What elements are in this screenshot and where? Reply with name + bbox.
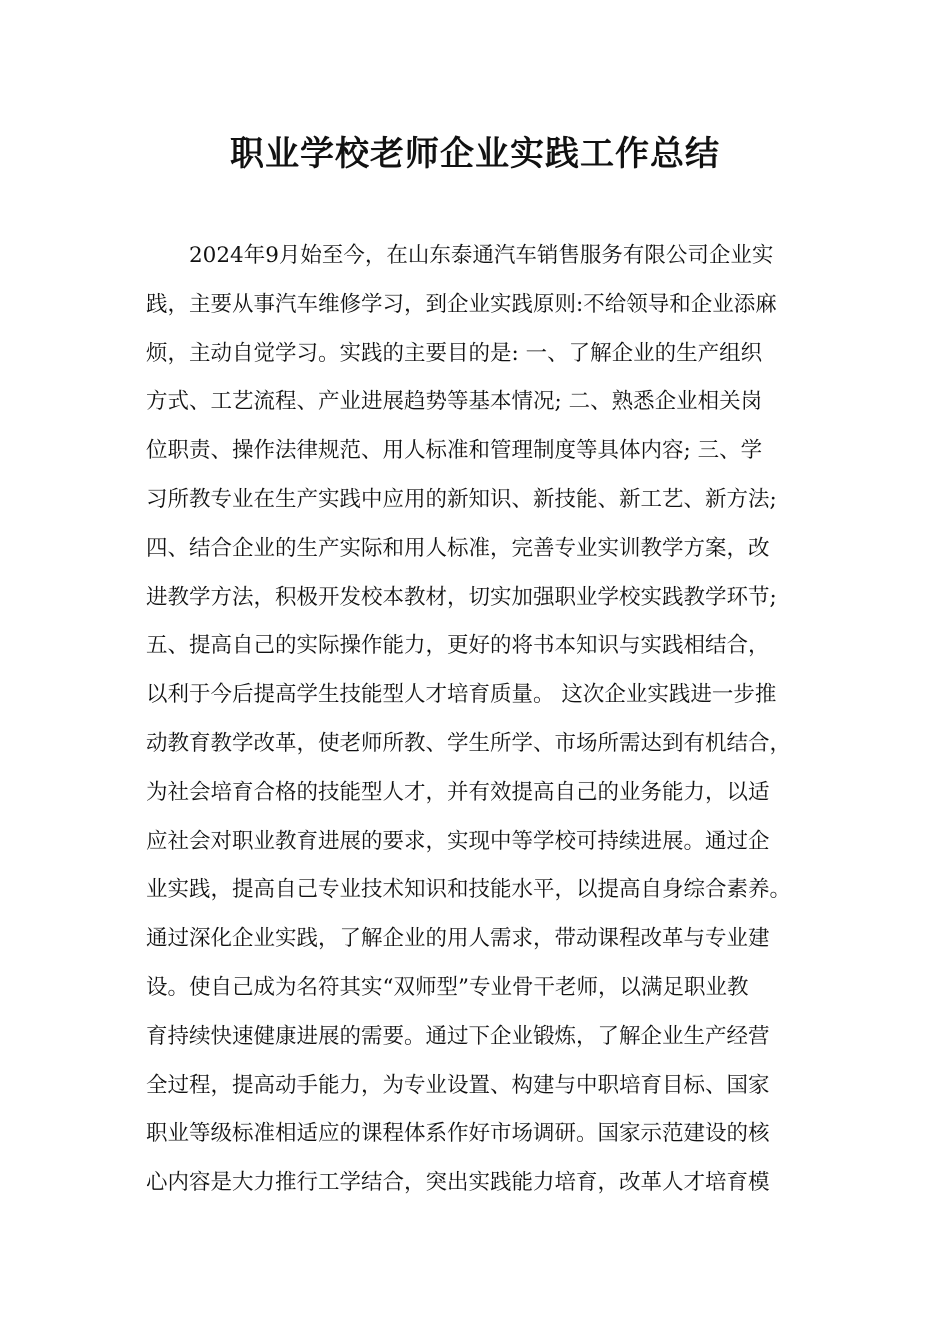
body-line: 五、提高自己的实际操作能力，更好的将书本知识与实践相结合， [146,633,770,659]
body-line: 职业等级标准相适应的课程体系作好市场调研。国家示范建设的核 [146,1121,770,1147]
body-line: 进教学方法，积极开发校本教材，切实加强职业学校实践教学环节; [146,584,777,610]
body-line: 全过程，提高动手能力，为专业设置、构建与中职培育目标、国家 [146,1072,770,1098]
document-title: 职业学校老师企业实践工作总结 [230,134,720,174]
body-line: 践，主要从事汽车维修学习，到企业实践原则:不给领导和企业添麻 [146,291,777,317]
body-line: 方式、工艺流程、产业进展趋势等基本情况; 二、熟悉企业相关岗 [146,389,763,415]
body-line: 动教育教学改革，使老师所教、学生所学、市场所需达到有机结合， [146,730,792,756]
body-line: 习所教专业在生产实践中应用的新知识、新技能、新工艺、新方法; [146,486,777,512]
body-line: 烦，主动自觉学习。实践的主要目的是: 一、了解企业的生产组织 [146,340,763,366]
body-line: 以利于今后提高学生技能型人才培育质量。 这次企业实践进一步推 [146,682,777,708]
body-line: 育持续快速健康进展的需要。通过下企业锻炼，了解企业生产经营 [146,1023,770,1049]
body-line: 业实践，提高自己专业技术知识和技能水平，以提高自身综合素养。 [146,877,792,903]
body-line: 2024年9月始至今，在山东泰通汽车销售服务有限公司企业实 [189,243,774,268]
body-line: 应社会对职业教育进展的要求，实现中等学校可持续进展。通过企 [146,828,770,854]
document-body [146,232,826,1208]
body-line: 为社会培育合格的技能型人才，并有效提高自己的业务能力，以适 [146,779,770,805]
body-line: 设。使自己成为名符其实“双师型”专业骨干老师，以满足职业教 [146,974,749,1000]
body-line: 位职责、操作法律规范、用人标准和管理制度等具体内容; 三、学 [146,438,763,464]
body-line: 心内容是大力推行工学结合，突出实践能力培育，改革人才培育模 [146,1170,770,1196]
body-line: 通过深化企业实践，了解企业的用人需求，带动课程改革与专业建 [146,926,770,952]
body-line: 四、结合企业的生产实际和用人标准，完善专业实训教学方案，改 [146,535,770,561]
